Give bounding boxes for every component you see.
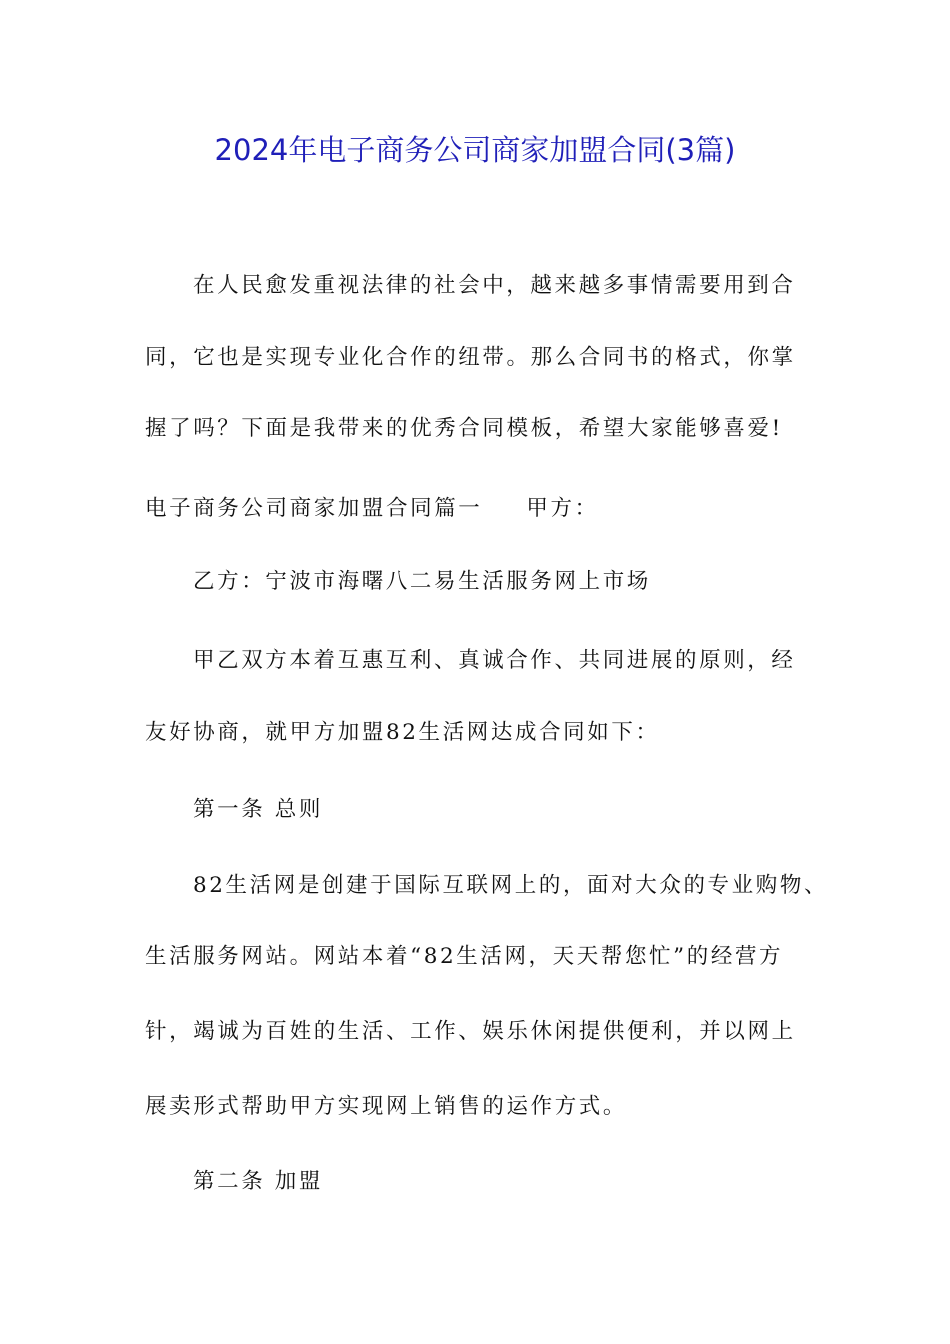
- article-heading: 第一条 总则: [193, 797, 323, 822]
- paragraph-line: 展卖形式帮助甲方实现网上销售的运作方式。: [145, 1094, 628, 1119]
- paragraph-line: 82生活网是创建于国际互联网上的，面对大众的专业购物、: [193, 873, 829, 898]
- paragraph-line: 友好协商，就甲方加盟82生活网达成合同如下：: [145, 720, 660, 745]
- paragraph-line: 生活服务网站。网站本着“82生活网，天天帮您忙”的经营方: [145, 944, 784, 969]
- article-heading: 第二条 加盟: [193, 1169, 323, 1194]
- party-a-label: 甲方：: [526, 496, 599, 521]
- section-heading-line: [145, 493, 825, 525]
- paragraph-line: 同，它也是实现专业化合作的纽带。那么合同书的格式，你掌: [145, 345, 796, 370]
- paragraph-line: 针，竭诚为百姓的生活、工作、娱乐休闲提供便利，并以网上: [145, 1019, 796, 1044]
- paragraph-line: 甲乙双方本着互惠互利、真诚合作、共同进展的原则，经: [193, 648, 796, 673]
- paragraph-line: 在人民愈发重视法律的社会中，越来越多事情需要用到合: [193, 273, 796, 298]
- paragraph-line: 握了吗？下面是我带来的优秀合同模板，希望大家能够喜爱!: [145, 416, 783, 441]
- party-b-line: 乙方：宁波市海曙八二易生活服务网上市场: [193, 569, 651, 594]
- section-heading: 电子商务公司商家加盟合同篇一: [145, 496, 483, 521]
- document-title: 2024年电子商务公司商家加盟合同(3篇): [214, 133, 736, 167]
